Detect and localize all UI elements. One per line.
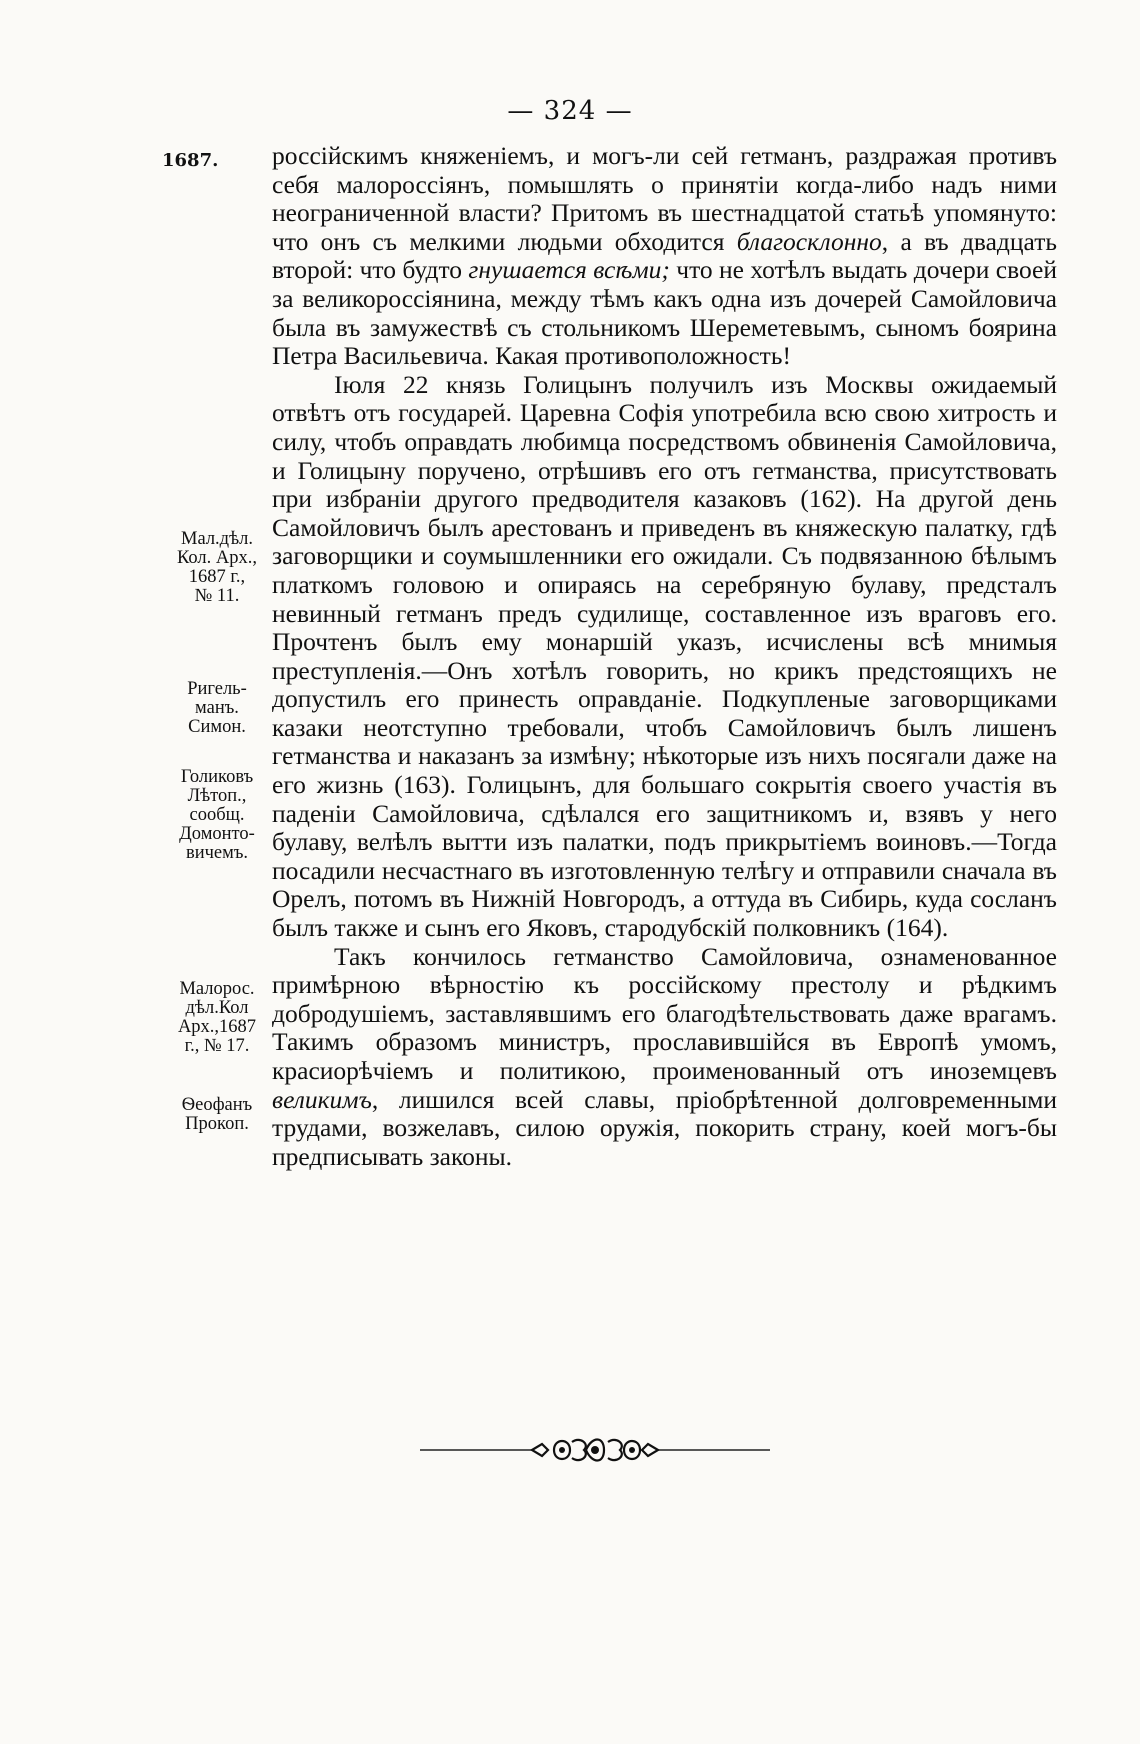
margin-note: Ѳеофанъ Прокоп. [181, 1095, 253, 1134]
margin-note: Мал.дѣл. Кол. Арх., 1687 г., № 11. [176, 529, 258, 606]
ornament-divider-icon [420, 1428, 770, 1472]
margin-year: 1687. [162, 150, 219, 171]
margin-note: Малорос. дѣл.Кол Арх.,1687 г., № 17. [177, 979, 257, 1056]
page-number: — 324 — [507, 96, 633, 126]
main-text [272, 142, 1057, 1171]
paragraph-3: Такъ кончилось гетманство Самойловича, ознаменованное примѣрною вѣрностію къ россійскому престолу и рѣдкимъ добродушіемъ, заставлявшимъ его благодѣтельствовать даже врагамъ. Такимъ образомъ министръ, прославившійся въ Европѣ умомъ, красиорѣчіемъ и политикою, проименованный отъ иноземцевъ великимъ, лишился всей славы, пріобрѣтенной долговременными трудами, возжелавъ, силою оружія, покорить страну, коей могъ-бы предписывать законы. [272, 941, 1057, 1171]
paragraph-1: россійскимъ княженіемъ, и могъ-ли сей гетманъ, раздражая противъ себя малороссіянъ, помышлять о принятіи когда-либо надъ ними неограниченной власти? Притомъ въ шестнадцатой статьѣ упомянуто: что онъ съ мелкими людьми обходится благосклонно, а въ двадцать второй: что будто гнушается всѣми; что не хотѣлъ выдать дочери своей за великороссіянина, между тѣмъ какъ одна изъ дочерей Самойловича была въ замужествѣ съ стольникомъ Шереметевымъ, сыномъ боярина Петра Васильевича. Какая противоположность! [272, 141, 1057, 371]
margin-note: Голиковъ Лѣтоп., сообщ. Домонто- вичемъ. [179, 767, 255, 863]
margin-note: Ригель- манъ. Симон. [187, 679, 247, 737]
paragraph-2: Іюля 22 князь Голицынъ получилъ изъ Москвы ожидаемый отвѣтъ отъ государей. Царевна Софія употребила всю свою хитрость и силу, чтобъ оправдать любимца посредствомъ обвиненія Самойловича, и Голицыну поручено, отрѣшивъ его отъ гетманства, присутствовать при избраніи другого предводителя казаковъ (162). На другой день Самойловичъ былъ арестованъ и приведенъ въ княжескую палатку, гдѣ заговорщики и соумышленники его ожидали. Съ подвязанною бѣлымъ платкомъ головою и опираясь на серебряную булаву, предсталъ невинный гетманъ предъ судилище, составленное изъ враговъ его. Прочтенъ былъ ему монаршій указъ, исчислены всѣ мнимыя преступленія.—Онъ хотѣлъ говорить, но крикъ предстоящихъ не допустилъ его принесть оправданіе. Подкупленые заговорщиками казаки неотступно требовали, чтобъ Самойловичъ былъ лишенъ гетманства и наказанъ за измѣну; нѣкоторые изъ нихъ посягали даже на его жизнь (163). Голицынъ, для большаго сокрытія своего участія въ паденіи Самойловича, сдѣлался его защитникомъ и, взявъ у него булаву, велѣлъ вытти изъ палатки, подъ прикрытіемъ воиновъ.—Тогда посадили несчастнаго въ изготовленную телѣгу и отправили сначала въ Орелъ, потомъ въ Нижній Новгородъ, а оттуда въ Сибирь, куда сосланъ былъ также и сынъ его Яковъ, стародубскій полковникъ (164). [272, 369, 1057, 943]
